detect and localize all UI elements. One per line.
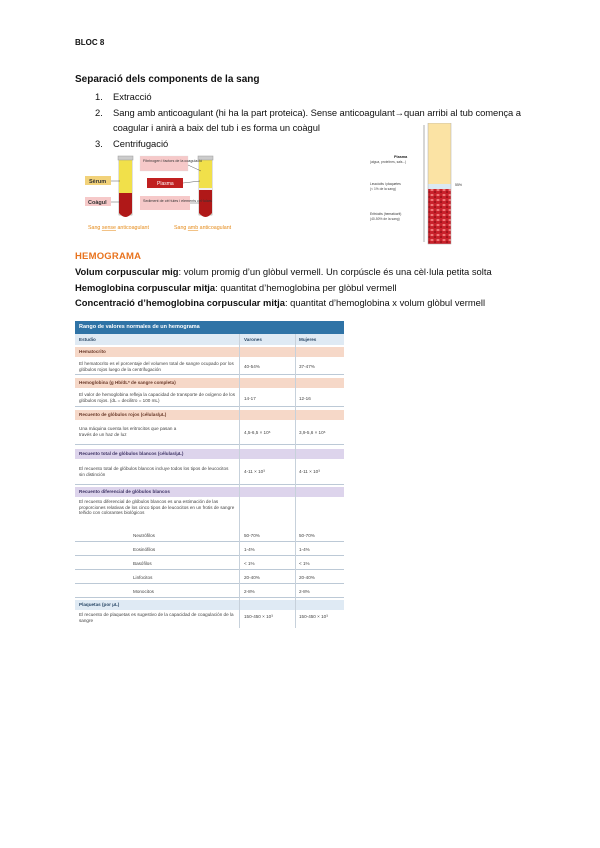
header-varones: Varones: [244, 337, 262, 342]
value-varones: 14-17: [244, 396, 256, 401]
section-label: Recuento diferencial de glóbulos blancos: [79, 489, 170, 494]
value-mujeres: 37-47%: [299, 364, 315, 369]
table-row: [75, 499, 344, 525]
leucocito-row: [75, 543, 344, 556]
step-number: 3.: [95, 137, 103, 149]
hemograma-table: [75, 321, 344, 628]
hemograma-definitions: [75, 264, 545, 311]
row-description: El recuento total de glóbulos blancos incluye todos los tipos de leucocitos sin distinción: [79, 466, 229, 477]
section-row-plaquetas: [75, 600, 344, 610]
erythrocyte-layer: [428, 189, 451, 244]
definition-term: Concentració d’hemoglobina corpuscular mitja: [75, 297, 285, 308]
rbc-sub: (40-50% de la sang): [370, 217, 400, 221]
definition-text: : quantitat d’hemoglobina per glòbul vermell: [215, 281, 397, 293]
row-description: Una máquina cuenta los eritrocitos que pasan a través de un haz de luz: [79, 426, 177, 437]
step-number: 2.: [95, 106, 103, 118]
value-varones: 150-450 × 10³: [244, 614, 273, 619]
caption-with-anticoagulant: Sang amb anticoagulant: [174, 225, 232, 231]
table-row: [75, 421, 344, 445]
rbc-label: Eritròcits (hematòcrit): [370, 212, 402, 216]
label-sediment: Sediment de cèl·lules i elements cel·lulars: [143, 199, 212, 203]
centrifuged-blood-figure: [370, 123, 470, 248]
section-label: Recuento total de glóbulos blancos (células/μL): [79, 451, 184, 456]
tube-without-anticoagulant: [118, 156, 133, 217]
definition-term: Volum corpuscular mig: [75, 266, 179, 277]
value-varones: 20-40%: [244, 575, 260, 580]
tube-with-anticoagulant: [198, 156, 213, 217]
value-varones: 1-4%: [244, 547, 255, 552]
leucocito-row: [75, 585, 344, 598]
page-header-bloc: BLOC 8: [75, 38, 105, 47]
table-row: [75, 358, 344, 375]
row-description: El recuento de plaquetas es sugestivo de la capacidad de coagulación de la sangre: [79, 612, 234, 623]
leucocito-name: Neutrófilos: [133, 533, 155, 538]
section-row-hematocrito: [75, 347, 344, 357]
header-estudio: Estudio: [79, 337, 96, 342]
row-description: El hematocrito es el porcentaje del volumen total de sangre ocupado por los glóbulos rojos luego de la centrifugación: [79, 361, 234, 372]
table-row: [75, 460, 344, 485]
step-text: Centrifugació: [113, 137, 169, 149]
row-description: El valor de hemoglobina refleja la capacidad de transporte de oxígeno de los glóbulos rojos. (dL = decilitro = 100 mL): [79, 392, 236, 403]
value-varones: 50-70%: [244, 533, 260, 538]
table-header-row: [75, 334, 344, 345]
hemograma-heading: HEMOGRAMA: [75, 251, 142, 262]
section-label: Hemoglobina (g Hb/dL* de sangre completa): [79, 380, 176, 385]
definition-text: : volum promig d’un glòbul vermell. Un corpúscle és una cèl·lula petita solta: [178, 266, 492, 277]
value-mujeres: 20-40%: [299, 575, 315, 580]
buffy-coat-layer: [428, 184, 451, 189]
step-text: Extracció: [113, 91, 152, 102]
section-label: Recuento de glóbulos rojos (células/μL): [79, 412, 167, 417]
label-coagul: Coàgul: [88, 200, 107, 206]
buffy-label: Leucòcits i plaquetes: [370, 182, 401, 186]
leucocito-row: [75, 557, 344, 570]
value-varones: 40-54%: [244, 364, 260, 369]
value-mujeres: 12-16: [299, 396, 311, 401]
leucocito-row: [75, 529, 344, 542]
value-mujeres: 3,9-5,6 × 10⁶: [299, 430, 326, 435]
definition-item: [75, 295, 545, 311]
section-label: Hematocrito: [79, 349, 106, 354]
leucocito-name: Monocitos: [133, 589, 154, 594]
column-divider: [239, 334, 240, 628]
label-plasma: Plasma: [157, 181, 174, 187]
definition-item: [75, 280, 545, 296]
table-row: [75, 389, 344, 407]
leucocito-name: Eosinófilos: [133, 547, 156, 552]
section-row-diferencial: [75, 487, 344, 497]
label-fibrinogen: Fibrinogen i factors de la coagulació: [143, 159, 203, 163]
header-mujeres: Mujeres: [299, 337, 317, 342]
section-row-hemoglobina: [75, 378, 344, 388]
table-row: [75, 611, 344, 628]
definition-term: Hemoglobina corpuscular mitja: [75, 281, 216, 293]
plasma-sub: (aigua, proteïnes, sals...): [370, 160, 407, 164]
table-title: Rango de valores normales de un hemograma: [75, 321, 344, 334]
plasma-layer: [428, 123, 451, 184]
value-mujeres: 1-4%: [299, 547, 310, 552]
value-varones: 4-11 × 10³: [244, 469, 265, 474]
value-mujeres: < 1%: [299, 561, 310, 566]
value-varones: 2-8%: [244, 589, 255, 594]
buffy-sub: (< 1% de la sang): [370, 187, 396, 191]
label-serum: Sèrum: [89, 179, 107, 185]
row-description: El recuento diferencial de glóbulos blancos es una estimación de las proporciones relativas de los cinco tipos de leucocitos en un frotis de sangre teñido con colorantes biológicos: [79, 499, 235, 516]
value-mujeres: 4-11 × 10³: [299, 469, 320, 474]
step-number: 1.: [95, 91, 103, 102]
section-title: Separació dels components de la sang: [75, 74, 260, 85]
value-varones: < 1%: [244, 561, 255, 566]
leucocito-name: Linfocitos: [133, 575, 153, 580]
caption-without-anticoagulant: Sang sense anticoagulant: [88, 225, 149, 231]
step-text: Sang amb anticoagulant (hi ha la part proteica). Sense anticoagulant→quan arribi al tub comença a coagular i anirà a baix del tub i es forma un coàgul: [113, 106, 521, 133]
value-mujeres: 2-8%: [299, 589, 310, 594]
value-mujeres: 150-450 × 10³: [299, 614, 328, 619]
blood-tubes-figure: [85, 153, 265, 235]
plasma-label: Plasma: [394, 155, 408, 159]
section-row-rojos: [75, 410, 344, 420]
definition-text: : quantitat d’hemoglobina x volum glòbul vermell: [284, 297, 486, 308]
definition-item: [75, 264, 545, 280]
step-item: [95, 89, 525, 105]
pct-label: 55%: [455, 183, 463, 187]
value-mujeres: 50-70%: [299, 533, 315, 538]
value-varones: 4,5-6,5 × 10⁶: [244, 430, 271, 435]
section-label: Plaquetas (por μL): [79, 602, 120, 607]
column-divider: [295, 334, 296, 628]
section-row-blancos: [75, 449, 344, 459]
leucocito-name: Basófilos: [133, 561, 152, 566]
leucocito-row: [75, 571, 344, 584]
